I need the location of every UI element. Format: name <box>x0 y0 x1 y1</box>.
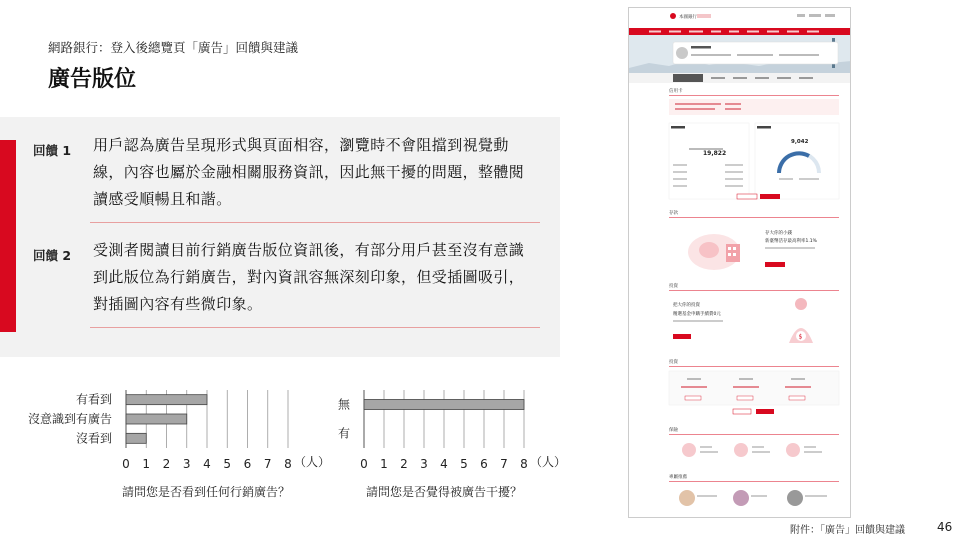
page-title: 廣告版位 <box>48 67 137 92</box>
bar <box>126 414 187 424</box>
bank-homepage-screenshot <box>628 7 851 518</box>
chart-ad-disturbance <box>338 390 566 499</box>
coin-icon <box>795 298 807 310</box>
page-number: 46 <box>937 520 953 534</box>
tick-label: 6 <box>480 457 488 471</box>
chart-title: 請問您是否覺得被廣告干擾？ <box>365 485 523 499</box>
tick-label: 3 <box>420 457 428 471</box>
feedback-2-text: 受測者閱讀目前行銷廣告版位資訊後，有部分用戶甚至沒有意識到此版位為行銷廣告，對內資訊容無深刻印象，但受插圖吸引，對插圖內容有些微印象。 <box>93 241 525 313</box>
tick-label: 0 <box>122 457 130 471</box>
bank-name-text: 本國銀行 <box>679 15 697 20</box>
axis-unit-label: （人） <box>294 455 331 469</box>
deposit-ad-button <box>765 262 785 267</box>
section-deposit: 存款 <box>669 211 678 216</box>
tick-label: 1 <box>142 457 151 471</box>
axis-unit-label: （人） <box>530 455 567 469</box>
svg-text:$: $ <box>798 333 803 341</box>
svg-text:投資: 投資 <box>669 360 678 365</box>
deposit-ad-text: 新臺幣活存最高利率1.1% <box>765 239 817 244</box>
footer-text: 附件：「廣告」回饋與建議 <box>790 525 905 536</box>
deposit-ad-title: 存大你的小錢 <box>765 231 792 236</box>
tick-label: 2 <box>400 457 408 471</box>
bar <box>126 395 207 405</box>
page-subtitle: 網路銀行：登入後總覽頁「廣告」回饋與建議 <box>48 40 299 55</box>
avatar <box>676 47 688 59</box>
category-label: 有 <box>337 426 350 441</box>
feedback-1-label: 回饋 1 <box>33 143 72 158</box>
bar <box>126 433 146 443</box>
chart-title: 請問您是否看到任何行銷廣告？ <box>121 485 291 499</box>
feedback-divider <box>90 327 540 328</box>
feedback-2-label: 回饋 2 <box>33 248 72 263</box>
section-insurance: 保險 <box>669 428 678 433</box>
tick-label: 7 <box>500 457 508 471</box>
category-label: 無 <box>337 397 350 412</box>
accent-bar <box>0 140 16 332</box>
loan-amount: 9,042 <box>791 139 809 145</box>
tick-label: 5 <box>460 457 468 471</box>
tick-label: 4 <box>203 457 211 471</box>
bar <box>364 400 524 410</box>
tick-label: 6 <box>243 457 252 471</box>
bank-logo-icon <box>670 13 676 19</box>
section-credit-card: 信用卡 <box>669 89 683 94</box>
screenshot-illustration <box>629 8 851 518</box>
tick-label: 2 <box>162 457 171 471</box>
tick-label: 5 <box>223 457 232 471</box>
chart-seen-ads <box>28 390 330 499</box>
tick-label: 8 <box>284 457 292 471</box>
category-label: 有看到 <box>75 392 112 407</box>
feedback-1-text: 用戶認為廣告呈現形式與頁面相容，瀏覽時不會阻擋到視覺動線，內容也屬於金融相關服務資訊，因此無干擾的問題，整體閱讀感受順暢且和諧。 <box>93 136 525 208</box>
card-amount: 19,822 <box>703 150 727 157</box>
category-label: 沒看到 <box>75 431 112 446</box>
investment-ad-title: 把大你的投資 <box>673 303 700 308</box>
section-investment: 投資 <box>669 284 678 289</box>
investment-ad-button <box>673 334 691 339</box>
piggy-bank-icon <box>699 242 719 258</box>
tick-label: 0 <box>360 457 368 471</box>
tick-label: 7 <box>263 457 272 471</box>
tab-active <box>673 74 703 82</box>
tick-label: 8 <box>520 457 528 471</box>
investment-ad-text: 精選基金申購手續費0元 <box>673 312 721 317</box>
feedback-divider <box>90 222 540 223</box>
tick-label: 3 <box>182 457 191 471</box>
survey-charts <box>0 380 600 510</box>
tick-label: 4 <box>440 457 448 471</box>
tick-label: 1 <box>380 457 388 471</box>
category-label: 沒意識到有廣告 <box>27 412 112 426</box>
section-recommend: 專屬推薦 <box>669 475 687 480</box>
